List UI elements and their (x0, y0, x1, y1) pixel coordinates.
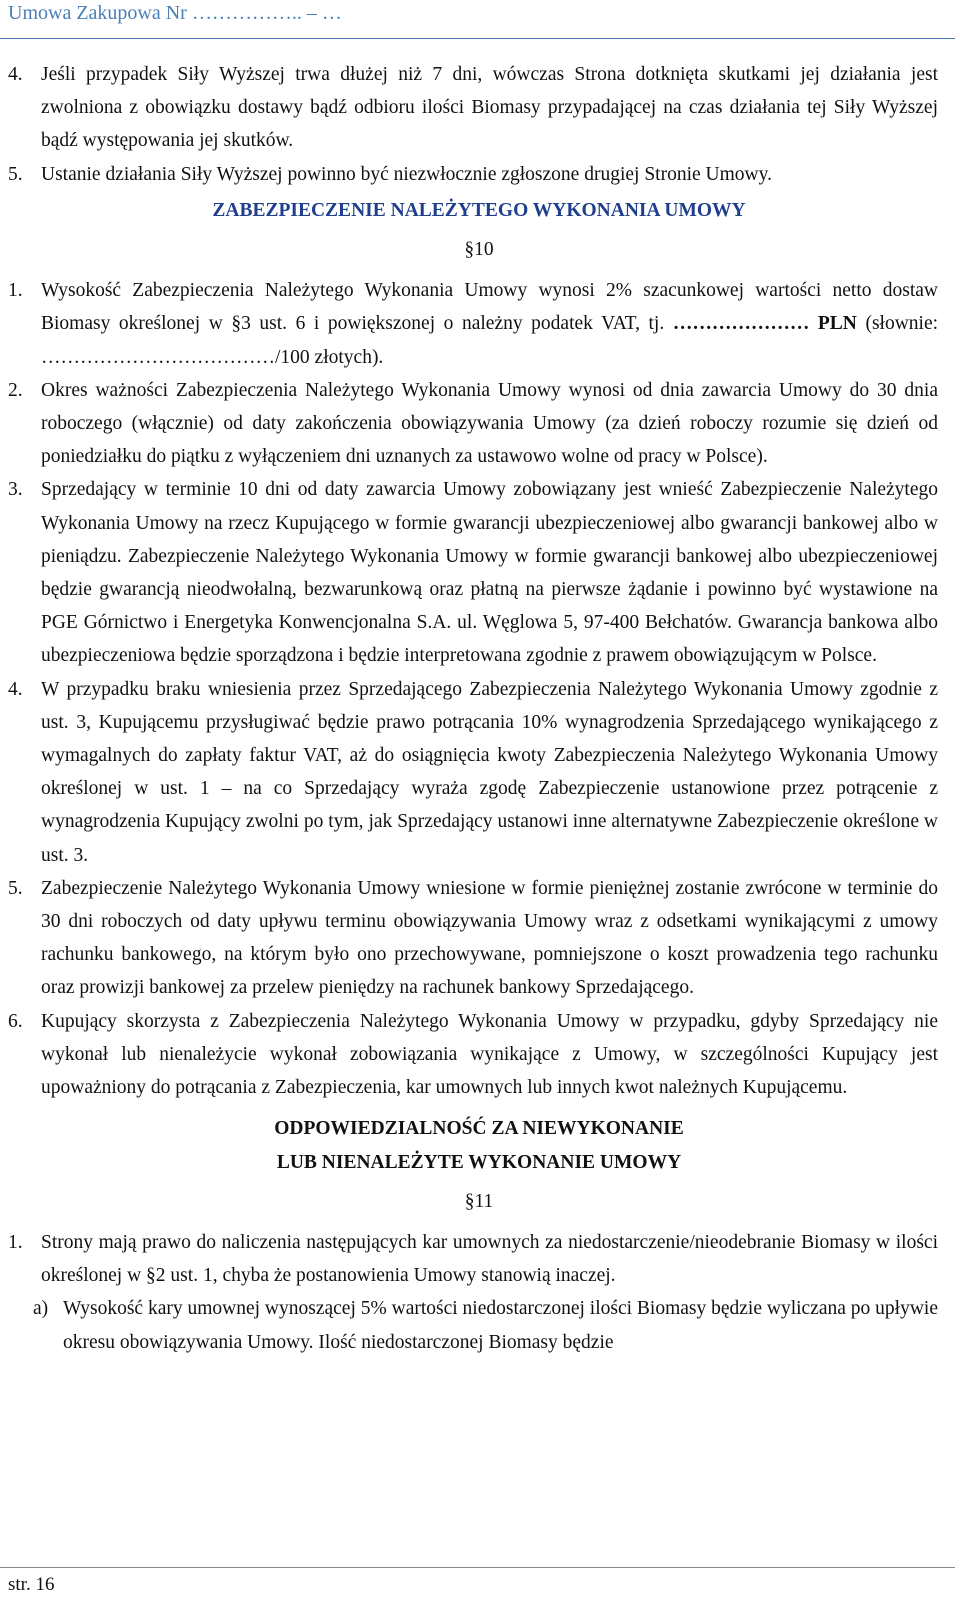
list-item (8, 473, 938, 672)
item-text: Sprzedający w terminie 10 dni od daty zawarcia Umowy zobowiązany jest wnieść Zabezpieczenie Należytego Wykonania Umowy na rzecz Kupującego w formie gwarancji ubezpieczeniowej albo gwarancji bankowej albo w pieniądzu. Zabezpieczenie Należytego Wykonania Umowy w formie gwarancji bankowej albo ubezpieczeniowej będzie gwarancją nieodwołalną, bezwarunkową oraz płatną na pierwsze żądanie i powinno być wystawione na PGE Górnictwo i Energetyka Konwencjonalna S.A. ul. Węglowa 5, 97-400 Bełchatów. Gwarancja bankowa albo ubezpieczeniowa będzie sporządzona i będzie interpretowana zgodnie z prawem obowiązującym w Polsce. (41, 479, 938, 667)
document-header-title: Umowa Zakupowa Nr …………….. – … (8, 2, 342, 24)
sub-item-letter: a) (33, 1298, 49, 1320)
page-number: str. 16 (8, 1574, 55, 1595)
section-heading-line-2: LUB NIENALEŻYTE WYKONANIE UMOWY (276, 1151, 682, 1173)
footer-divider (0, 1567, 955, 1568)
list-item (8, 274, 938, 374)
item-text: W przypadku braku wniesienia przez Sprzedającego Zabezpieczenia Należytego Wykonania Umowy zgodnie z ust. 3, Kupującemu przysługiwać będzie prawo potrącania 10% wynagrodzenia Sprzedającego wynikającego z wymagalnych do zapłaty faktur VAT, aż do osiągnięcia kwoty Zabezpieczenia Należytego Wykonania Umowy określonej w ust. 1 – na co Sprzedający wyraża zgodę Zabezpieczenie ustanowione przez potrącenie z wynagrodzenia Kupujący zwolni po tym, jak Sprzedający ustanowi inne alternatywne Zabezpieczenie określone w ust. 3. (41, 678, 938, 866)
list-item (8, 1226, 938, 1292)
item-text: Kupujący skorzysta z Zabezpieczenia Należytego Wykonania Umowy w przypadku, gdyby Sprzedający nie wykonał lub nienależycie wykonał zobowiązania wynikające z Umowy, w szczególności Kupujący jest upoważniony do potrącania z Zabezpieczenia, kar umownych lub innych kwot należnych Kupującemu. (41, 1010, 938, 1099)
item-number: 5. (8, 877, 23, 899)
paragraph-number: §11 (464, 1190, 494, 1212)
item-number: 4. (8, 64, 23, 85)
section-heading: ZABEZPIECZENIE NALEŻYTEGO WYKONANIA UMOWY (212, 199, 746, 221)
item-text: Jeśli przypadek Siły Wyższej trwa dłużej niż 7 dni, wówczas Strona dotknięta skutkami jej działania jest zwolniona z obowiązku dostawy bądź odbioru ilości Biomasy przypadającej na czas działania tej Siły Wyższej bądź występowania jej skutków. (41, 64, 938, 152)
amount-blank: ………………… (672, 313, 810, 335)
item-number: 3. (8, 479, 23, 501)
item-number: 2. (8, 379, 23, 401)
section-heading-line-1: ODPOWIEDZIALNOŚĆ ZA NIEWYKONANIE (274, 1118, 684, 1140)
item-text: Zabezpieczenie Należytego Wykonania Umowy wniesione w formie pieniężnej zostanie zwrócone w terminie do 30 dni roboczych od daty upływu terminu obowiązywania Umowy wraz z odsetkami wynikającymi z umowy rachunku bankowego, na którym było ono przechowywane, pomniejszone o koszt prowadzenia tego rachunku oraz prowizji bankowej za przelew pieniędzy na rachunek bankowy Sprzedającego. (41, 877, 938, 999)
item-text: Strony mają prawo do naliczenia następujących kar umownych za niedostarczenie/nieodebranie Biomasy w ilości określonej w §2 ust. 1, chyba że postanowienia Umowy stanowią inaczej. (41, 1231, 938, 1287)
list-item (8, 1005, 938, 1105)
item-text: Wysokość Zabezpieczenia Należytego Wykonania Umowy wynosi 2% szacunkowej wartości netto dostaw Biomasy określonej w §3 ust. 6 i powiększonej o należny podatek VAT, tj. (41, 280, 938, 335)
currency-label: PLN (817, 313, 857, 335)
item-number: 1. (8, 1231, 23, 1253)
item-text: Ustanie działania Siły Wyższej powinno być niezwłocznie zgłoszone drugiej Stronie Umowy. (41, 163, 772, 185)
header-divider (0, 38, 955, 39)
list-item (8, 673, 938, 872)
sub-list-item (8, 1292, 938, 1358)
list-item (8, 58, 938, 158)
list-item (8, 374, 938, 474)
list-item (8, 158, 938, 191)
list-item (8, 872, 938, 1005)
item-number: 4. (8, 678, 23, 700)
sub-item-text: Wysokość kary umownej wynoszącej 5% wartości niedostarczonej ilości Biomasy będzie wyliczana po upływie okresu obowiązywania Umowy. Ilość niedostarczonej Biomasy będzie (63, 1298, 938, 1353)
item-number: 1. (8, 280, 23, 302)
amount-in-words: (słownie: ………………………………/100 złotych). (41, 313, 939, 368)
document-body (8, 58, 938, 1359)
item-number: 5. (8, 163, 23, 185)
item-number: 6. (8, 1010, 23, 1032)
item-text: Okres ważności Zabezpieczenia Należytego Wykonania Umowy wynosi od dnia zawarcia Umowy do 30 dnia roboczego (włącznie) od daty zakończenia obowiązywania Umowy (za dzień roboczy rozumie się dzień od poniedziałku do piątku z wyłączeniem dni uznanych za ustawowo wolne od pracy w Polsce). (41, 379, 938, 468)
paragraph-number: §10 (464, 239, 494, 261)
